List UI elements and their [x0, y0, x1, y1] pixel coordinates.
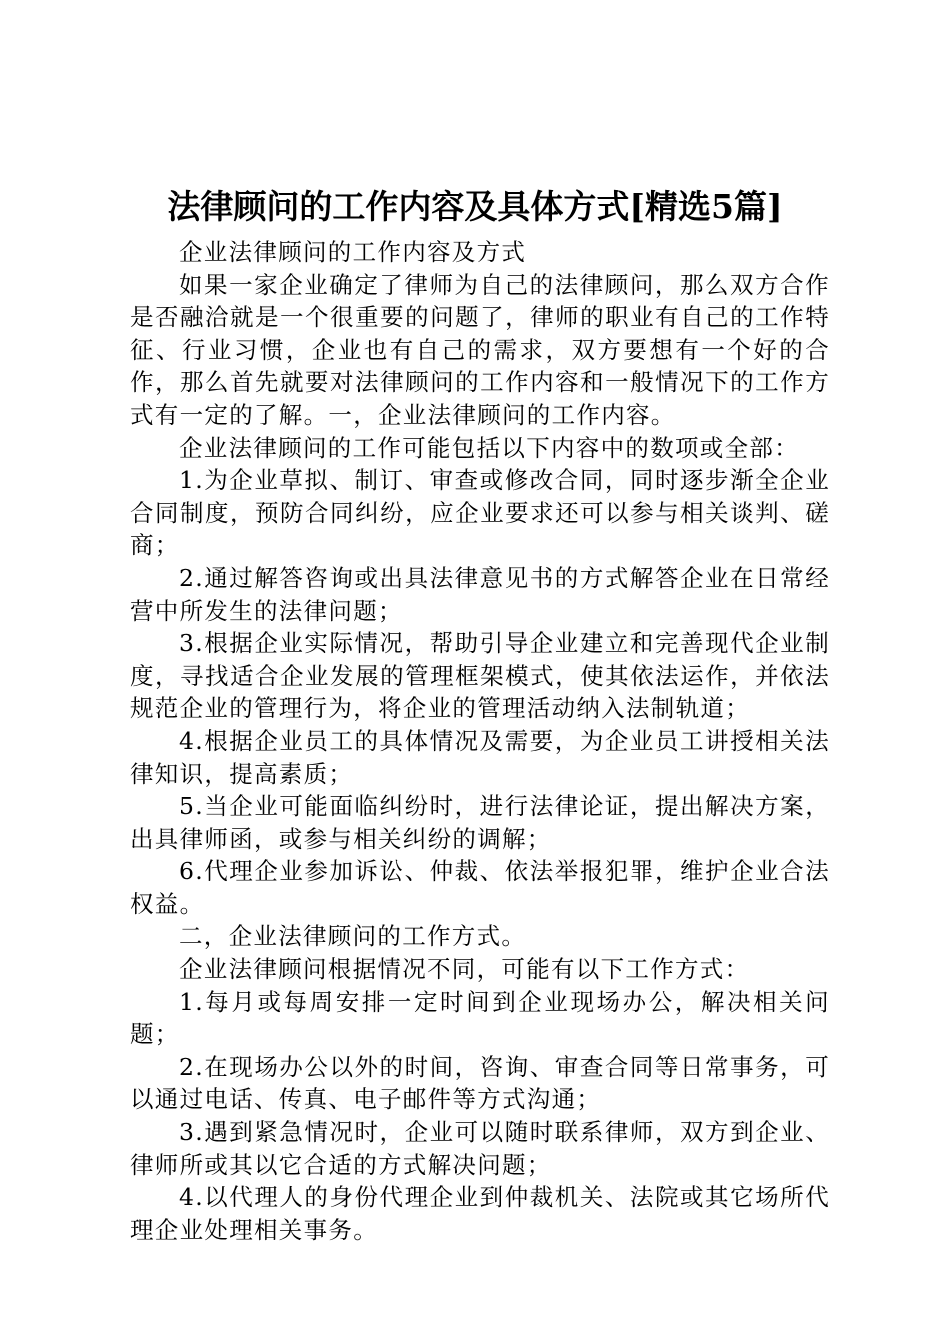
document-body	[130, 236, 830, 1246]
list-item: 3.根据企业实际情况，帮助引导企业建立和完善现代企业制度，寻找适合企业发展的管理框架模式，使其依法运作，并依法规范企业的管理行为，将企业的管理活动纳入法制轨道；	[130, 629, 830, 723]
document-title: 法律顾问的工作内容及具体方式[精选5篇]	[167, 187, 783, 226]
list-item: 1.为企业草拟、制订、审查或修改合同，同时逐步渐全企业合同制度，预防合同纠纷，应企业要求还可以参与相关谈判、磋商；	[130, 466, 830, 560]
section-heading: 二，企业法律顾问的工作方式。	[179, 922, 527, 951]
paragraph: 企业法律顾问的工作可能包括以下内容中的数项或全部：	[179, 433, 799, 462]
list-item: 2.通过解答咨询或出具法律意见书的方式解答企业在日常经营中所发生的法律问题；	[130, 563, 830, 625]
list-item: 5.当企业可能面临纠纷时，进行法律论证，提出解决方案，出具律师函，或参与相关纠纷的调解；	[130, 792, 830, 853]
list-item: 6.代理企业参加诉讼、仲裁、依法举报犯罪，维护企业合法权益。	[130, 857, 830, 918]
paragraph-subtitle: 企业法律顾问的工作内容及方式	[179, 238, 527, 266]
list-item: 4.根据企业员工的具体情况及需要，为企业员工讲授相关法律知识，提高素质；	[130, 726, 830, 788]
paragraph: 如果一家企业确定了律师为自己的法律顾问，那么双方合作是否融洽就是一个很重要的问题了，律师的职业有自己的工作特征、行业习惯，企业也有自己的需求，双方要想有一个好的合作，那么首先就要对法律顾问的工作内容和一般情况下的工作方式有一定的了解。一，企业法律顾问的工作内容。	[130, 270, 830, 429]
paragraph: 企业法律顾问根据情况不同，可能有以下工作方式：	[179, 955, 750, 984]
list-item: 3.遇到紧急情况时，企业可以随时联系律师，双方到企业、律师所或其以它合适的方式解决问题；	[130, 1118, 830, 1179]
list-item: 1.每月或每周安排一定时间到企业现场办公，解决相关问题；	[130, 987, 830, 1049]
list-item: 2.在现场办公以外的时间，咨询、审查合同等日常事务，可以通过电话、传真、电子邮件等方式沟通；	[130, 1052, 830, 1114]
list-item: 4.以代理人的身份代理企业到仲裁机关、法院或其它场所代理企业处理相关事务。	[130, 1183, 830, 1244]
